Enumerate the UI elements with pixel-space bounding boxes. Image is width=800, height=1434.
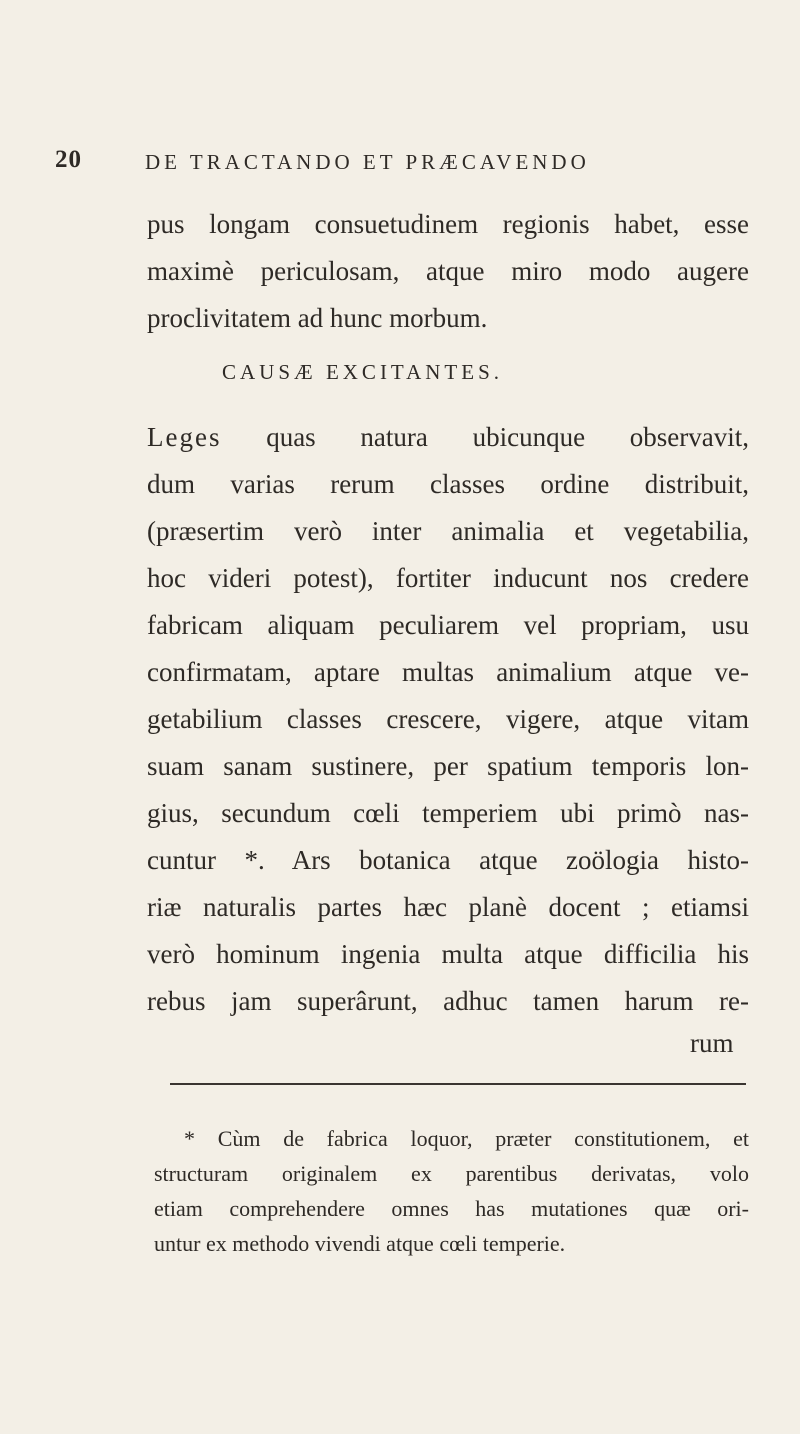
first-line-rest: quas natura ubicunque observavit, [221,422,749,452]
text-line: fabricam aliquam peculiarem vel propriam, usu [147,610,749,640]
text-line: getabilium classes crescere, vigere, atque vitam [147,704,749,734]
text-line: suam sanam sustinere, per spatium temporis lon- [147,751,749,781]
running-head: DE TRACTANDO ET PRÆCAVENDO [145,150,590,174]
section-heading: CAUSÆ EXCITANTES. [222,360,503,384]
footnote-line: etiam comprehendere omnes has mutationes quæ ori- [154,1196,749,1221]
page-number: 20 [55,146,82,173]
footnote-line: structuram originalem ex parentibus derivatas, volo [154,1161,749,1186]
catchword: rum [690,1028,734,1058]
lead-word: Leges [147,422,222,452]
footnote-rule [170,1083,746,1085]
text-line-first [147,420,749,454]
text-line: rebus jam superârunt, adhuc tamen harum re- [147,986,749,1016]
text-line: cuntur *. Ars botanica atque zoölogia histo- [147,845,749,875]
footnote-line: untur ex methodo vivendi atque cœli temperie. [154,1231,566,1256]
text-line: riæ naturalis partes hæc planè docent ; etiamsi [147,892,749,922]
text-line: (præsertim verò inter animalia et vegetabilia, [147,516,749,546]
text-line: dum varias rerum classes ordine distribuit, [147,469,749,499]
text-line: confirmatam, aptare multas animalium atque ve- [147,657,749,687]
text-line: verò hominum ingenia multa atque difficilia his [147,939,749,969]
text-line: proclivitatem ad hunc morbum. [147,303,488,333]
text-line: pus longam consuetudinem regionis habet, esse [147,209,749,239]
footnote-line: * Cùm de fabrica loquor, præter constitutionem, et [184,1126,749,1151]
text-line: maximè periculosam, atque miro modo augere [147,256,749,286]
text-line: gius, secundum cœli temperiem ubi primò nas- [147,798,749,828]
page-header [55,146,745,180]
text-line: hoc videri potest), fortiter inducunt nos credere [147,563,749,593]
